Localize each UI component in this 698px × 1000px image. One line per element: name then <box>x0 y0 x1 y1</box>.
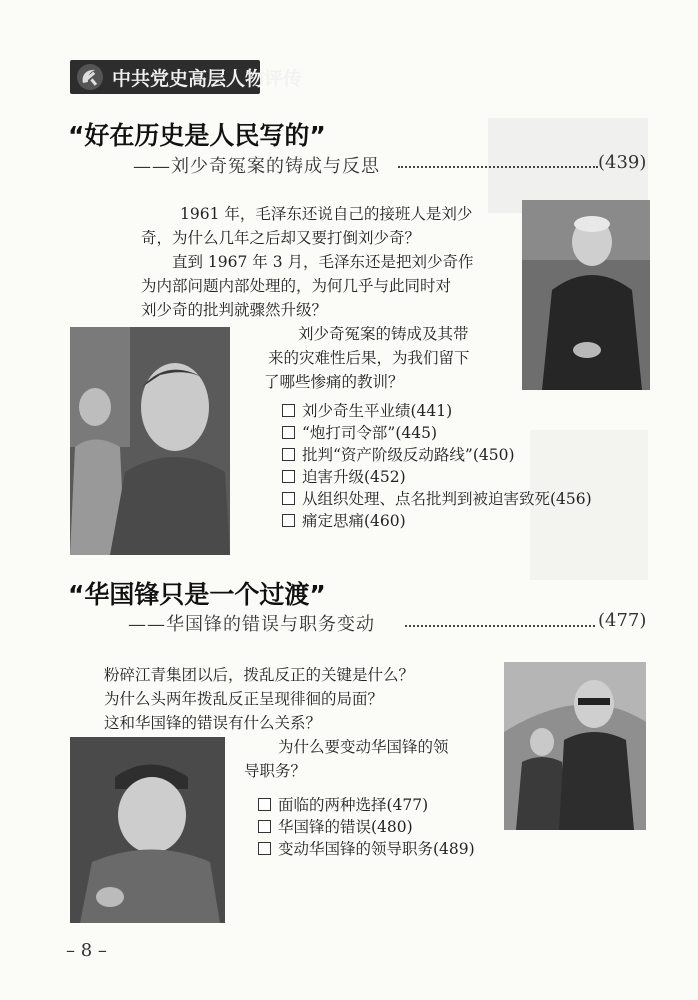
toc-item[interactable] <box>282 444 592 466</box>
section2-title: “华国锋只是一个过渡” <box>68 580 326 609</box>
section1-paragraph-line: 直到 1967 年 3 月，毛泽东还是把刘少奇作 <box>172 253 474 271</box>
group-photo <box>504 662 646 830</box>
toc-item-label: 痛定思痛(460) <box>302 512 406 530</box>
section1-toc <box>282 400 592 532</box>
section2-leader-dots <box>405 625 595 627</box>
section1-paragraph-line: 奇，为什么几年之后却又要打倒刘少奇？ <box>141 229 421 247</box>
checkbox-icon <box>282 492 295 505</box>
section1-page-ref: (439) <box>598 152 647 173</box>
toc-item[interactable] <box>258 794 475 816</box>
checkbox-icon <box>282 426 295 439</box>
checkbox-icon <box>282 448 295 461</box>
section1-paragraph-line: 刘少奇的批判就骤然升级？ <box>141 301 328 319</box>
section2-paragraph-line: 为什么头两年拨乱反正呈现徘徊的局面？ <box>104 690 384 708</box>
section1-subtitle: ——刘少奇冤案的铸成与反思 <box>133 156 380 177</box>
toc-item-label: “炮打司令部”(445) <box>302 424 438 442</box>
toc-item[interactable] <box>282 400 592 422</box>
checkbox-icon <box>282 470 295 483</box>
section1-paragraph-line: 为内部问题内部处理的，为何几乎与此同时对 <box>141 277 452 295</box>
toc-item[interactable] <box>282 422 592 444</box>
toc-item-label: 华国锋的错误(480) <box>278 818 413 836</box>
toc-item-label: 迫害升级(452) <box>302 468 406 486</box>
section1-paragraph-line: 1961 年，毛泽东还说自己的接班人是刘少 <box>180 205 473 223</box>
section2-subtitle: ——华国锋的错误与职务变动 <box>128 614 375 635</box>
checkbox-icon <box>258 820 271 833</box>
section1-leader-dots <box>398 166 598 168</box>
toc-item[interactable] <box>282 510 592 532</box>
section2-paragraph-line: 这和华国锋的错误有什么关系？ <box>104 714 322 732</box>
checkbox-icon <box>282 514 295 527</box>
hammer-sickle-icon <box>76 63 104 91</box>
section2-page-ref: (477) <box>598 610 647 631</box>
section2-paragraph-line: 粉碎江青集团以后，拨乱反正的关键是什么？ <box>104 666 415 684</box>
toc-item[interactable] <box>282 488 592 510</box>
toc-item[interactable] <box>258 838 475 860</box>
page-number: – 8 – <box>66 940 107 961</box>
toc-item-label: 从组织处理、点名批判到被迫害致死(456) <box>302 490 592 508</box>
toc-item[interactable] <box>282 466 592 488</box>
portrait-photo <box>70 737 225 923</box>
portrait-photo <box>522 200 650 390</box>
toc-item[interactable] <box>258 816 475 838</box>
section2-paragraph-line: 为什么要变动华国锋的领 <box>278 738 449 756</box>
section2-toc <box>258 794 475 860</box>
series-header-bar <box>70 60 303 94</box>
toc-item-label: 面临的两种选择(477) <box>278 796 429 814</box>
toc-item-label: 刘少奇生平业绩(441) <box>302 402 453 420</box>
toc-item-label: 变动华国锋的领导职务(489) <box>278 840 475 858</box>
toc-item-label: 批判“资产阶级反动路线”(450) <box>302 446 515 464</box>
section1-title: “好在历史是人民写的” <box>68 121 326 150</box>
section1-paragraph-line: 了哪些惨痛的教训？ <box>264 373 404 391</box>
checkbox-icon <box>258 798 271 811</box>
checkbox-icon <box>282 404 295 417</box>
section1-paragraph-line: 刘少奇冤案的铸成及其带 <box>298 325 469 343</box>
portrait-photo <box>70 327 230 555</box>
checkbox-icon <box>258 842 271 855</box>
section2-paragraph-line: 导职务？ <box>244 762 307 780</box>
series-title: 中共党史高层人物评传 <box>112 68 303 90</box>
section1-paragraph-line: 来的灾难性后果，为我们留下 <box>268 349 470 367</box>
